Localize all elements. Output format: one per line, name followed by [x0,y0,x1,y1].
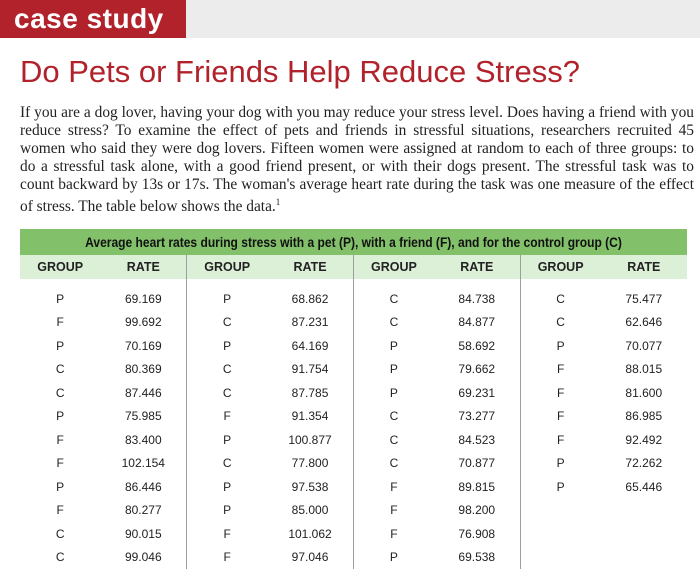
rate-cell: 89.815 [434,475,520,499]
table-row [20,499,687,523]
table-caption: Average heart rates during stress with a pet (P), with a friend (F), and for the control group (C) [67,229,641,255]
rate-cell [601,546,687,569]
group-cell: P [187,428,267,452]
table-row [20,452,687,476]
group-cell: C [353,405,433,429]
group-cell: F [353,475,433,499]
rate-cell: 87.446 [100,381,186,405]
rate-cell: 98.200 [434,499,520,523]
header-cell: RATE [601,255,687,279]
rate-cell [601,522,687,546]
rate-cell: 81.600 [601,381,687,405]
table-row [20,475,687,499]
group-cell: C [353,428,433,452]
rate-cell: 75.985 [100,405,186,429]
table-row [20,381,687,405]
rate-cell: 69.231 [434,381,520,405]
rate-cell: 68.862 [267,279,353,311]
rate-cell: 83.400 [100,428,186,452]
header-cell: GROUP [187,255,267,279]
intro-text: If you are a dog lover, having your dog with you may reduce your stress level. Does having a friend with you reduce stress? To examine the effect of pets and friends in stressful situations, researchers recruited 45 women who said they were dog lovers. Fifteen women were assigned at random to each of three groups: to do a stressful task alone, with a good friend present, or with their dogs present. The stressful task was to count backward by 13s or 17s. The woman's average heart rate during the task was one measure of the effect of stress. The table below shows the data. [20,104,694,215]
group-cell: F [187,405,267,429]
group-cell: P [20,475,100,499]
rate-cell: 102.154 [100,452,186,476]
group-cell: C [20,381,100,405]
rate-cell: 80.369 [100,358,186,382]
footnote-mark: 1 [276,197,281,207]
rate-cell: 101.062 [267,522,353,546]
group-cell: P [520,475,600,499]
rate-cell [601,499,687,523]
table-row [20,311,687,335]
group-cell: P [353,358,433,382]
group-cell: P [187,475,267,499]
table-row [20,405,687,429]
table-row [20,279,687,311]
group-cell: F [187,522,267,546]
header-cell: GROUP [20,255,100,279]
rate-cell: 84.523 [434,428,520,452]
group-cell: P [20,279,100,311]
group-cell: F [20,452,100,476]
rate-cell: 75.477 [601,279,687,311]
rate-cell: 99.046 [100,546,186,569]
rate-cell: 80.277 [100,499,186,523]
group-cell: F [20,499,100,523]
group-cell: F [187,546,267,569]
group-cell: C [20,522,100,546]
rate-cell: 99.692 [100,311,186,335]
rate-cell: 86.446 [100,475,186,499]
rate-cell: 70.077 [601,334,687,358]
table-row [20,358,687,382]
group-cell: F [520,381,600,405]
rate-cell: 85.000 [267,499,353,523]
section-label: case study [0,0,186,38]
rate-cell: 58.692 [434,334,520,358]
table-row [20,522,687,546]
intro-paragraph [20,104,694,216]
group-cell: F [520,358,600,382]
rate-cell: 84.738 [434,279,520,311]
group-cell [520,522,600,546]
rate-cell: 72.262 [601,452,687,476]
rate-cell: 97.538 [267,475,353,499]
group-cell: C [520,279,600,311]
rate-cell: 91.754 [267,358,353,382]
group-cell: C [187,381,267,405]
rate-cell: 69.169 [100,279,186,311]
group-cell: P [187,279,267,311]
rate-cell: 86.985 [601,405,687,429]
header-cell: RATE [434,255,520,279]
rate-cell: 88.015 [601,358,687,382]
group-cell: P [20,405,100,429]
rate-cell: 97.046 [267,546,353,569]
group-cell: C [187,311,267,335]
rate-cell: 73.277 [434,405,520,429]
rate-cell: 84.877 [434,311,520,335]
group-cell: P [353,381,433,405]
group-cell: P [187,499,267,523]
group-cell: P [20,334,100,358]
rate-cell: 77.800 [267,452,353,476]
group-cell: C [353,311,433,335]
group-cell: F [520,428,600,452]
rate-cell: 76.908 [434,522,520,546]
group-cell: P [520,334,600,358]
table-row [20,546,687,569]
rate-cell: 79.662 [434,358,520,382]
group-cell [520,546,600,569]
table-body [20,279,687,569]
rate-cell: 69.538 [434,546,520,569]
group-cell: C [20,358,100,382]
group-cell: P [520,452,600,476]
rate-cell: 100.877 [267,428,353,452]
rate-cell: 64.169 [267,334,353,358]
rate-cell: 87.785 [267,381,353,405]
group-cell: C [520,311,600,335]
rate-cell: 92.492 [601,428,687,452]
rate-cell: 70.877 [434,452,520,476]
group-cell: F [20,311,100,335]
table-header-row [20,255,687,279]
group-cell: F [520,405,600,429]
header-cell: GROUP [353,255,433,279]
table-row [20,334,687,358]
rate-cell: 91.354 [267,405,353,429]
group-cell: P [187,334,267,358]
rate-cell: 90.015 [100,522,186,546]
heart-rate-table-block [20,229,687,569]
group-cell: F [353,522,433,546]
rate-cell: 65.446 [601,475,687,499]
group-cell: F [353,499,433,523]
table-caption-bar [20,229,687,255]
page-title: Do Pets or Friends Help Reduce Stress? [20,52,580,92]
header-cell: GROUP [520,255,600,279]
header-cell: RATE [100,255,186,279]
group-cell: F [20,428,100,452]
rate-cell: 62.646 [601,311,687,335]
rate-cell: 70.169 [100,334,186,358]
rate-cell: 87.231 [267,311,353,335]
group-cell: C [187,452,267,476]
group-cell: C [353,452,433,476]
group-cell [520,499,600,523]
group-cell: P [353,546,433,569]
header-bar [0,0,700,38]
group-cell: C [353,279,433,311]
group-cell: P [353,334,433,358]
group-cell: C [187,358,267,382]
header-cell: RATE [267,255,353,279]
heart-rate-table [20,255,687,569]
table-row [20,428,687,452]
group-cell: C [20,546,100,569]
